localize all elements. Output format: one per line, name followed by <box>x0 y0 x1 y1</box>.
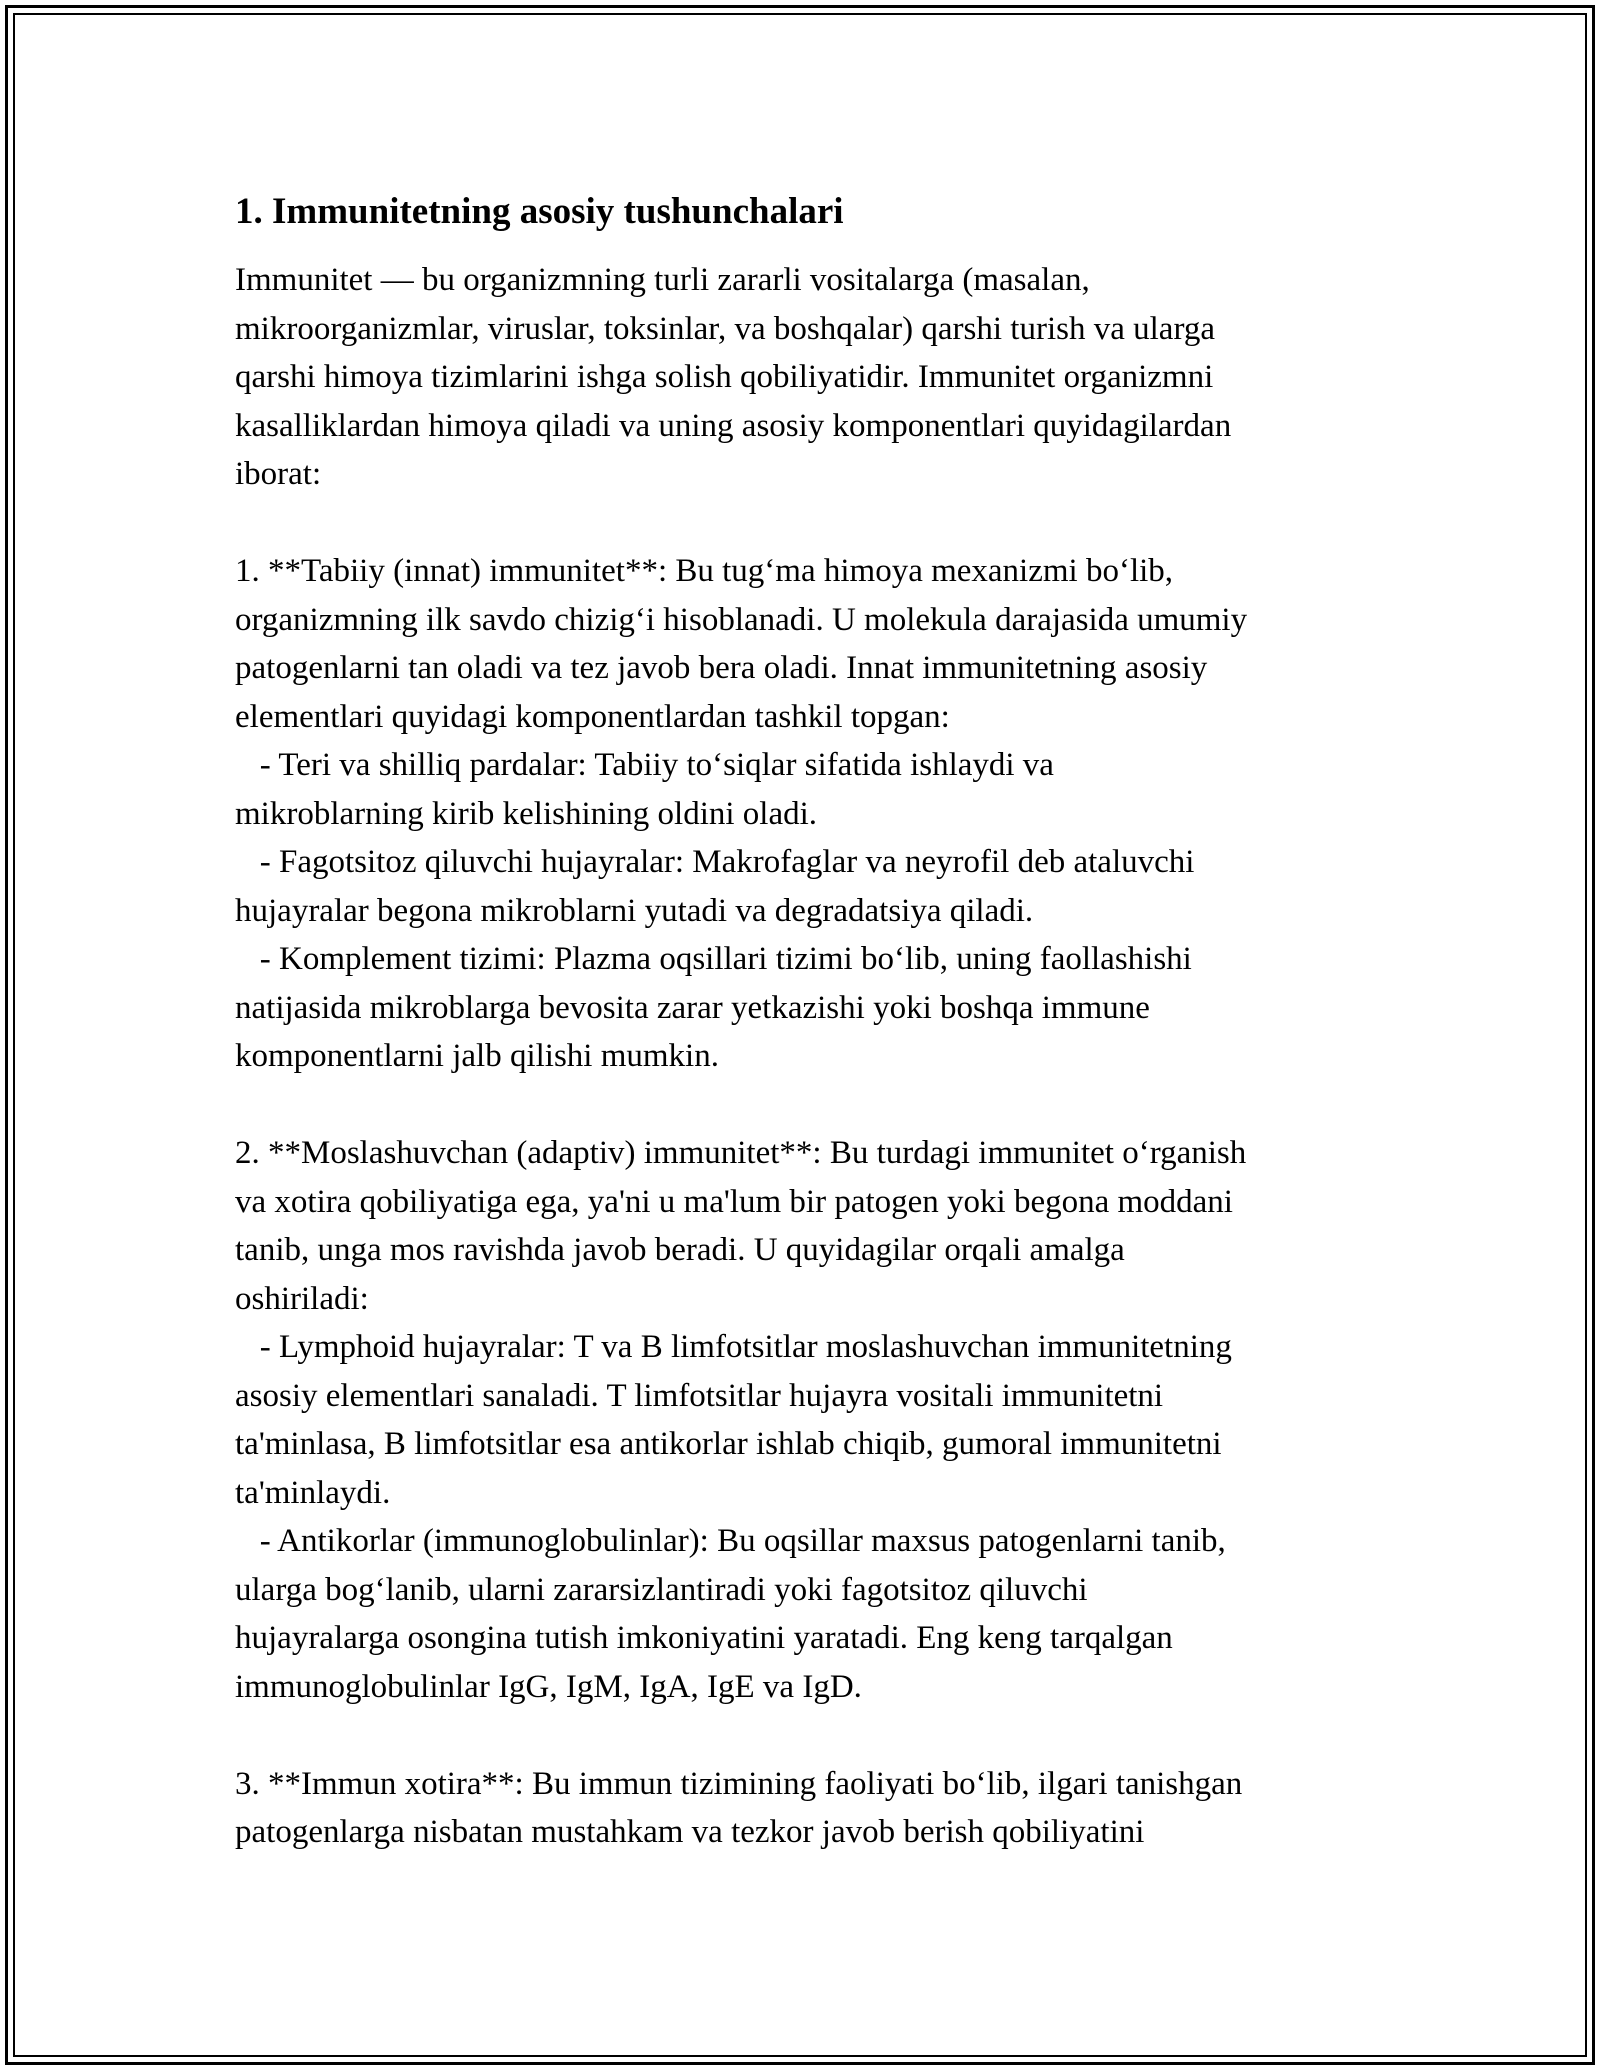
text-line: patogenlarni tan oladi va tez javob bera oladi. Innat immunitetning asosiy <box>235 650 1208 686</box>
blank-line <box>235 1711 1395 1760</box>
text-line: mikroorganizmlar, viruslar, toksinlar, va boshqalar) qarshi turish va ularga <box>235 310 1215 347</box>
text-line: 2. **Moslashuvchan (adaptiv) immunitet**: Bu turdagi immunitet o‘rganish <box>235 1135 1247 1171</box>
text-line: - Teri va shilliq pardalar: Tabiiy to‘siqlar sifatida ishlaydi va <box>235 747 1054 783</box>
text-line: ularga bog‘lanib, ularni zararsizlantiradi yoki fagotsitoz qiluvchi <box>235 1571 1088 1608</box>
text-line: qarshi himoya tizimlarini ishga solish qobiliyatidir. Immunitet organizmni <box>235 359 1214 395</box>
text-line: organizmning ilk savdo chizig‘i hisoblanadi. U molekula darajasida umumiy <box>235 601 1248 638</box>
text-line: - Antikorlar (immunoglobulinlar): Bu oqsillar maxsus patogenlarni tanib, <box>235 1523 1226 1559</box>
text-line: va xotira qobiliyatiga ega, ya'ni u ma'lum bir patogen yoki begona moddani <box>235 1183 1233 1220</box>
text-line: iborat: <box>235 456 322 492</box>
document-body <box>235 188 1395 1857</box>
text-line: - Komplement tizimi: Plazma oqsillari tizimi bo‘lib, uning faollashishi <box>235 941 1192 977</box>
text-line: patogenlarga nisbatan mustahkam va tezkor javob berish qobiliyatini <box>235 1814 1145 1850</box>
text-line: 3. **Immun xotira**: Bu immun tizimining faoliyati bo‘lib, ilgari tanishgan <box>235 1765 1243 1802</box>
body-text <box>235 256 1395 1857</box>
text-line: hujayralarga osongina tutish imkoniyatini yaratadi. Eng keng tarqalgan <box>235 1620 1173 1656</box>
blank-line <box>235 499 1395 548</box>
text-line: immunoglobulinlar IgG, IgM, IgA, IgE va IgD. <box>235 1668 862 1705</box>
text-line: kasalliklardan himoya qiladi va uning asosiy komponentlari quyidagilardan <box>235 407 1232 444</box>
text-line: natijasida mikroblarga bevosita zarar yetkazishi yoki boshqa immune <box>235 989 1150 1026</box>
text-line: elementlari quyidagi komponentlardan tashkil topgan: <box>235 698 950 735</box>
text-line: mikroblarning kirib kelishining oldini oladi. <box>235 795 818 832</box>
text-line: hujayralar begona mikroblarni yutadi va degradatsiya qiladi. <box>235 892 1034 929</box>
text-line: - Lymphoid hujayralar: T va B limfotsitlar moslashuvchan immunitetning <box>235 1329 1232 1365</box>
blank-line <box>235 1081 1395 1130</box>
text-line: ta'minlasa, B limfotsitlar esa antikorlar ishlab chiqib, gumoral immunitetni <box>235 1426 1222 1462</box>
text-line: tanib, unga mos ravishda javob beradi. U quyidagilar orqali amalga <box>235 1232 1125 1268</box>
text-line: oshiriladi: <box>235 1280 369 1317</box>
text-line: Immunitet — bu organizmning turli zararli vositalarga (masalan, <box>235 262 1090 298</box>
text-line: komponentlarni jalb qilishi mumkin. <box>235 1038 719 1074</box>
text-line: 1. **Tabiiy (innat) immunitet**: Bu tug‘ma himoya mexanizmi bo‘lib, <box>235 553 1174 589</box>
text-line: - Fagotsitoz qiluvchi hujayralar: Makrofaglar va neyrofil deb ataluvchi <box>235 844 1195 880</box>
text-line: asosiy elementlari sanaladi. T limfotsitlar hujayra vositali immunitetni <box>235 1377 1164 1414</box>
section-heading: 1. Immunitetning asosiy tushunchalari <box>235 191 844 232</box>
text-line: ta'minlaydi. <box>235 1474 391 1511</box>
